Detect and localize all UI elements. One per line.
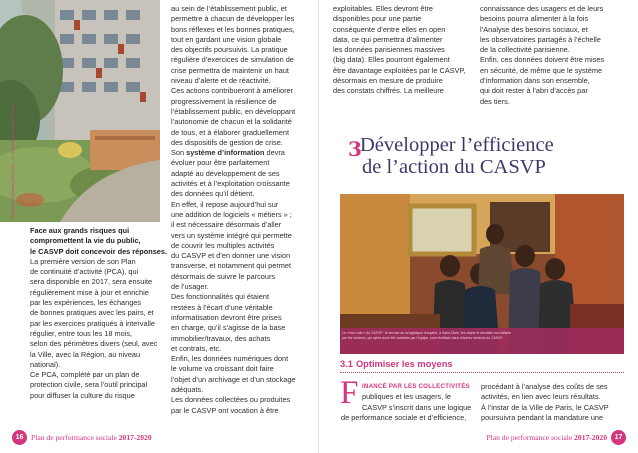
subsection-heading — [340, 359, 453, 369]
body-line: régulier, entre tous les 18 mois, — [30, 328, 133, 338]
son-prefix: Son — [171, 148, 187, 158]
smallcaps-line: INANCÉ PAR LES COLLECTIVITÉS — [362, 383, 470, 390]
body-line: Ce PCA, complété par un plan de — [30, 370, 140, 380]
body-line: des objectifs poursuivis. La pratique — [171, 45, 288, 55]
page-number-badge: 16 — [12, 430, 27, 445]
body-line: transverse, et notamment qui permet — [171, 261, 292, 271]
lead-line: compromettent la vie du public, — [30, 236, 141, 246]
text-column-5-top — [362, 382, 472, 413]
body-line: Enfin, ces données doivent être mises — [480, 55, 605, 65]
body-line: adéquats. — [171, 384, 204, 394]
body-line: par les exercices pratiqués à intervalle — [30, 318, 155, 328]
drop-cap: F — [340, 375, 359, 411]
text-column-1 — [30, 226, 167, 401]
body-line: l’établissement public, en développant — [171, 106, 296, 116]
body-line: par le CASVP ont vocation à être — [171, 405, 279, 415]
body-line: d’information dans son ensemble, — [480, 76, 590, 86]
body-line: niveau d’alerte et de réactivité. — [171, 76, 271, 86]
body-line: régulièrement mise à jour et enrichie — [30, 287, 149, 297]
body-line: protection civile, sera l’outil principal — [30, 380, 148, 390]
body-line: les données parisiennes massives — [333, 45, 445, 55]
section-title — [360, 134, 630, 178]
text-column-4 — [480, 4, 622, 107]
body-line: besoins pourra alimenter à la fois — [480, 14, 589, 24]
body-line: bons réflexes et les bonnes pratiques, — [171, 24, 295, 34]
body-line: en charge, qu’il s’agisse de la base — [171, 323, 286, 333]
body-line: restées à l’écart d’une véritable — [171, 302, 273, 312]
body-line: qui doit rester à l’abri d’accès par — [480, 86, 588, 96]
body-line: en sécurité, de même que le système — [480, 65, 603, 75]
footer-text — [486, 433, 607, 442]
subsection-number: 3.1 — [340, 359, 353, 369]
body-line: des tiers. — [480, 96, 510, 106]
body-line: CASVP s’inscrit dans une logique — [362, 402, 472, 412]
body-line: une addition de logiciels « métiers » ; — [171, 209, 292, 219]
body-line: désormais de suivre le parcours — [171, 271, 276, 281]
body-line: crise permettra de maintenir un haut — [171, 65, 289, 75]
section-title-line-2: de l’action du CASVP — [362, 156, 546, 178]
body-line: connaissance des usagers et de leurs — [480, 4, 604, 13]
body-line: immobilier/travaux, des achats — [171, 333, 271, 343]
body-line: selon des périmètres divers (seul, avec — [30, 339, 158, 349]
body-line: de la collectivité parisienne. — [480, 45, 570, 55]
body-line: conséquente d’entre elles en open — [333, 24, 446, 34]
caption-line: par les services, qui après avoir été valorisés par l’équipe, sont réutilisés dans d’autres services du CASVP. — [342, 336, 504, 340]
body-line: des constats chiffrés. La meilleure — [333, 86, 444, 96]
body-line: de performance sociale et d’efficience, — [341, 413, 467, 422]
body-line: des données qu’il détient. — [171, 189, 255, 199]
body-line: La première version de son Plan — [30, 256, 136, 266]
footer-text — [31, 433, 152, 442]
body-line: tout en gardant une vision globale — [171, 34, 282, 44]
body-line: national). — [30, 359, 61, 369]
body-line: activités et à l’exploitation croissante — [171, 179, 290, 189]
body-line: les observatoires partagés à l’échelle — [480, 34, 601, 44]
body-line: l’autonomie de chacun et la solidarité — [171, 117, 292, 127]
lead-line: le CASVP doit concevoir des réponses. — [30, 246, 167, 256]
body-line: il est nécessaire désormais d’aller — [171, 220, 282, 230]
body-line: permettre à chacun de développer les — [171, 14, 295, 24]
body-line: poursuivra pendant la mandature une — [481, 412, 604, 422]
text-column-5-bottom — [341, 413, 476, 423]
page-number-badge: 17 — [611, 430, 626, 445]
body-line: progressivement la résilience de — [171, 96, 277, 106]
body-line: publiques et les usagers, le — [362, 392, 451, 402]
page-gutter — [318, 0, 319, 453]
body-line: En effet, il repose aujourd’hui sur — [171, 199, 279, 209]
body-line: du CASVP et d’en donner une vision — [171, 251, 291, 261]
photo-caption — [342, 331, 612, 341]
body-line: régulière d’exercices de simulation de — [171, 55, 294, 65]
body-line-system — [171, 148, 311, 158]
text-column-3 — [333, 4, 466, 97]
caption-line: Le « bon coin » du CASVP : le service de la logistique récupère, à Saint-Ouen, les objets et meubles non utilisés — [342, 331, 511, 335]
body-line: vers un système intégré qui permette — [171, 230, 292, 240]
body-line: sera disponible en 2017, sera ensuite — [30, 277, 153, 287]
body-line: au sein de l’établissement public, et — [171, 4, 287, 13]
text-column-2 — [171, 4, 311, 416]
body-line: informatisation devront être prises — [171, 312, 282, 322]
body-line: et contrats, etc. — [171, 343, 222, 353]
body-line: disponibles pour une partie — [333, 14, 422, 24]
team-photo — [340, 194, 624, 354]
body-line: Ces actions contribueront à améliorer — [171, 86, 294, 96]
body-line: de bonnes pratiques avec les pairs, et — [30, 308, 154, 318]
body-line: Les données collectées ou produites — [171, 395, 291, 405]
photo-credit: Square des Épinettes (Paris 17e) — © Sophie Robichon/Ville de Paris — [11, 105, 15, 218]
body-line: de tous, et à élaborer graduellement — [171, 127, 289, 137]
son-suffix: devra — [264, 148, 285, 158]
body-line: data, ce qui permettra d’alimenter — [333, 34, 443, 44]
body-line: l’objet d’un archivage et d’un stockage — [171, 374, 296, 384]
lead-line: Face aux grands risques qui — [30, 226, 130, 235]
dotted-rule — [340, 372, 624, 373]
body-line: À l’instar de la Ville de Paris, le CASVP — [481, 402, 609, 412]
body-line: l’Analyse des besoins sociaux, et — [480, 24, 588, 34]
body-line: désormais en mesure de produire — [333, 76, 443, 86]
body-line: exploitables. Elles devront être — [333, 4, 434, 13]
body-line: le volume va croissant doit faire — [171, 364, 274, 374]
body-line: adapté au développement de ses — [171, 168, 280, 178]
body-line: la Ville, avec la Région, au niveau — [30, 349, 141, 359]
body-line: des dispositifs de gestion de crise. — [171, 137, 283, 147]
footer-title: Plan de performance sociale — [31, 433, 119, 442]
body-line: par les expériences, les échanges — [30, 298, 142, 308]
body-line: procédant à l’analyse des coûts de ses — [481, 382, 608, 391]
system-info-emphasis: système d’information — [186, 148, 265, 158]
section-number: 3 — [348, 137, 362, 161]
body-line: (big data). Elles pourront également — [333, 55, 450, 65]
subsection-title: Optimiser les moyens — [355, 359, 453, 369]
body-line: Enfin, les données numériques dont — [171, 354, 289, 364]
footer-years: 2017-2020 — [118, 433, 152, 442]
footer-title: Plan de performance sociale — [486, 433, 575, 442]
body-line: de continuité d’activité (PCA), qui — [30, 267, 139, 277]
footer-right — [486, 430, 626, 445]
footer-years: 2017-2020 — [574, 433, 607, 442]
footer-left — [12, 430, 152, 445]
text-column-6 — [481, 382, 621, 423]
body-line: être davantage exploitées par le CASVP, — [333, 65, 466, 75]
garden-building-photo — [0, 0, 160, 222]
body-line: de l’usager. — [171, 282, 209, 292]
body-line: activités, en lien avec leurs résultats. — [481, 392, 601, 402]
section-title-line-1: Développer l’efficience — [360, 134, 554, 156]
body-line: Des fonctionnalités qui étaient — [171, 292, 269, 302]
body-line: de couvrir les multiples activités — [171, 240, 275, 250]
body-line: évoluer pour être parfaitement — [171, 158, 270, 168]
body-line: pour diffuser la culture du risque — [30, 390, 135, 400]
